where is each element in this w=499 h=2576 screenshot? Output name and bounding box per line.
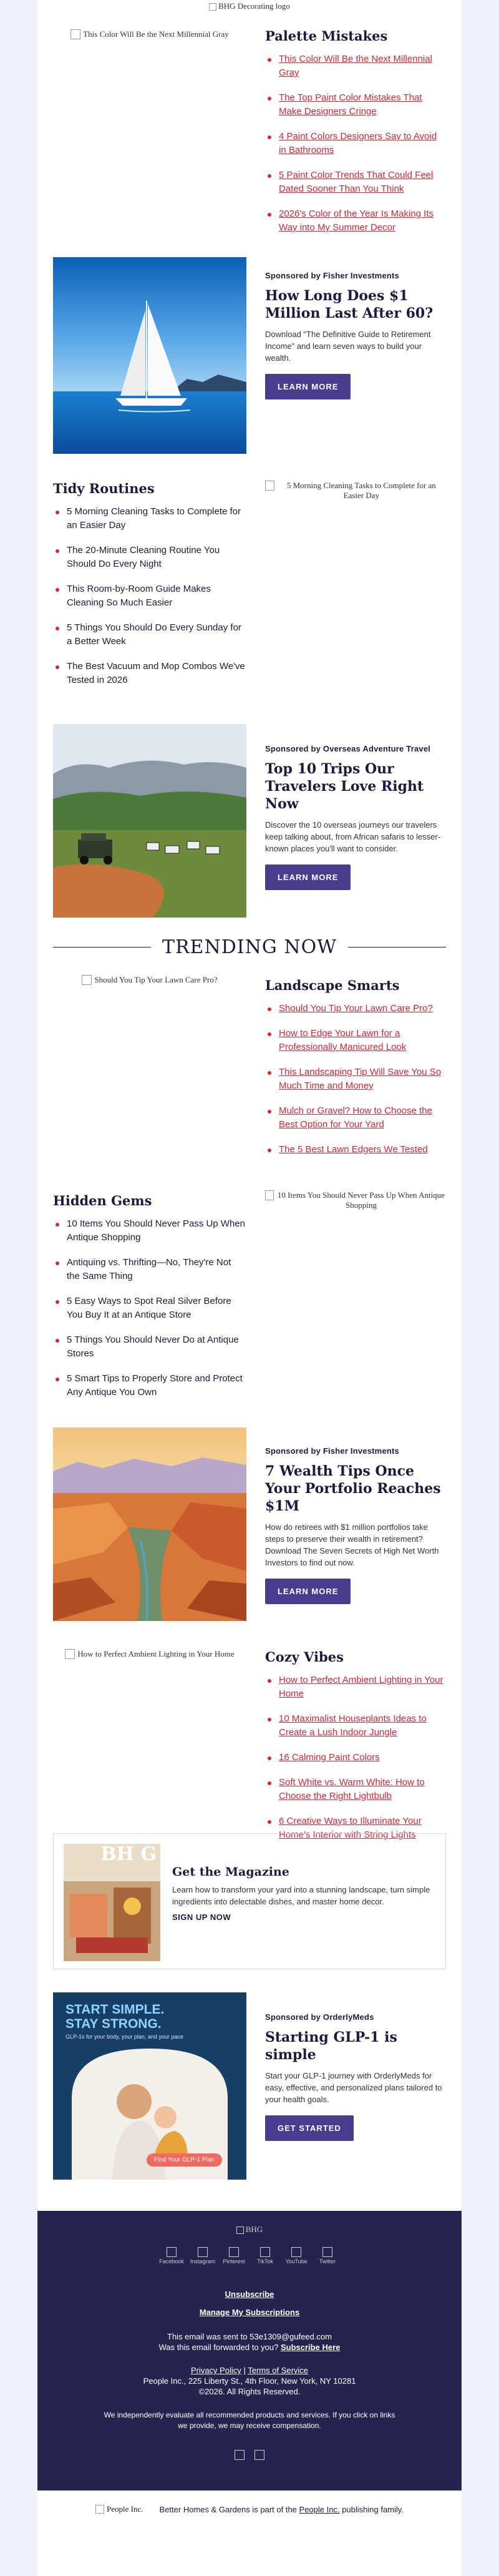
list-item[interactable] (265, 1104, 446, 1132)
bullet (56, 1339, 59, 1343)
learn-more-button[interactable]: LEARN MORE (265, 374, 351, 399)
sailboat-image[interactable] (53, 257, 246, 454)
list-item[interactable] (53, 582, 246, 610)
bullet (56, 1300, 59, 1304)
article-link[interactable]: Should You Tip Your Lawn Care Pro? (279, 1003, 433, 1014)
antique-image[interactable] (265, 1189, 446, 1389)
article-link[interactable]: How to Edge Your Lawn for a Professionally Manicured Look (279, 1028, 407, 1052)
ad-text: Start your GLP-1 journey with OrderlyMeds for easy, effective, and personalized plans tailored to your health goals. (265, 2071, 442, 2104)
learn-more-button[interactable]: LEARN MORE (265, 1579, 351, 1604)
unsubscribe-link[interactable]: Unsubscribe (225, 2290, 274, 2299)
bullet (56, 665, 59, 669)
ad-title[interactable]: Top 10 Trips Our Travelers Love Right Now (265, 761, 424, 812)
instagram-icon[interactable] (190, 2247, 216, 2265)
safari-illustration (53, 724, 246, 918)
bullet (268, 1781, 271, 1785)
bullet (268, 58, 271, 62)
bullet (56, 1261, 59, 1265)
article-link[interactable]: 5 Things You Should Do Every Sunday for a Better Week (67, 622, 241, 647)
section-tidy-routines (53, 479, 446, 692)
safari-image[interactable] (53, 724, 246, 918)
list-item[interactable] (265, 1002, 446, 1016)
bullet (56, 511, 59, 514)
footer-badges (37, 2450, 462, 2460)
list-item[interactable] (265, 91, 446, 119)
list-item[interactable] (265, 1776, 446, 1803)
badge-icon[interactable] (254, 2450, 264, 2460)
magazine-title: Get the Magazine (172, 1865, 289, 1879)
sign-up-button[interactable]: SIGN UP NOW (172, 1912, 231, 1922)
social-label: Instagram (190, 2258, 216, 2265)
cleaning-image-alt: 5 Morning Cleaning Tasks to Complete for an Easier Day (286, 481, 436, 500)
article-link[interactable]: Antiquing vs. Thrifting—No, They're Not the Same Thing (67, 1257, 231, 1281)
social-label: Facebook (159, 2258, 184, 2265)
glp1-image-sub: GLP-1s for your body, your plan, and your pace (65, 2034, 183, 2040)
list-item[interactable] (265, 169, 446, 196)
sponsor-label: Sponsored by Fisher Investments (265, 271, 399, 280)
divider-line (348, 947, 446, 948)
ad-text: Download "The Definitive Guide to Retirement Income" and learn seven ways to build your wealth. (265, 330, 431, 363)
palette-image-alt: This Color Will Be the Next Millennial Gray (83, 29, 229, 39)
ad-fisher-1 (53, 251, 446, 451)
magazine-cover[interactable] (64, 1844, 160, 1961)
section-palette-mistakes (53, 22, 446, 233)
sent-to-text: This email was sent to 53e1309@gufeed.com (167, 2332, 332, 2341)
header-logo-alt: BHG Decorating logo (218, 1, 290, 11)
list-item[interactable] (53, 1256, 246, 1283)
list-item[interactable] (53, 505, 246, 532)
section-cozy-vibes (53, 1648, 446, 1840)
footer (37, 2211, 462, 2490)
article-link[interactable]: 2026's Color of the Year Is Making Its Way into My Summer Decor (279, 208, 434, 233)
glp1-image[interactable] (53, 1992, 246, 2180)
article-link[interactable]: This Room-by-Room Guide Makes Cleaning So Much Easier (67, 584, 211, 608)
lawn-image[interactable] (53, 974, 246, 1167)
separator: | (241, 2366, 248, 2375)
bullet (268, 1148, 271, 1152)
facebook-icon[interactable] (159, 2247, 184, 2265)
publisher-text-end: publishing family. (339, 2504, 404, 2514)
glp1-image-cta[interactable]: Find Your GLP-1 Plan (147, 2153, 222, 2167)
section-title: Tidy Routines (53, 481, 155, 496)
bullet (268, 1071, 271, 1075)
list-item[interactable] (265, 1027, 446, 1054)
article-link[interactable]: 10 Items You Should Never Pass Up When Antique Shopping (67, 1218, 245, 1243)
bullet (268, 1718, 271, 1721)
article-link[interactable]: 10 Maximalist Houseplants Ideas to Create a Lush Indoor Jungle (279, 1713, 427, 1738)
list-item[interactable] (265, 1673, 446, 1701)
bullet (268, 1007, 271, 1011)
article-link[interactable]: The Top Paint Color Mistakes That Make Designers Cringe (279, 92, 422, 117)
article-link[interactable]: How to Perfect Ambient Lighting in Your Home (279, 1675, 443, 1699)
magazine-promo (53, 1833, 446, 1969)
article-link[interactable]: The 20-Minute Cleaning Routine You Should Do Every Night (67, 545, 220, 569)
email-body (37, 0, 462, 2576)
list-item[interactable] (53, 660, 246, 687)
ad-fisher-2 (53, 1428, 446, 1627)
article-link[interactable]: 16 Calming Paint Colors (279, 1752, 380, 1763)
palette-image[interactable] (53, 28, 246, 215)
social-label: Pinterest (223, 2258, 245, 2265)
list-item[interactable] (265, 1065, 446, 1093)
social-label: YouTube (285, 2258, 308, 2265)
learn-more-button[interactable]: LEARN MORE (265, 864, 351, 890)
bullet (56, 549, 59, 553)
article-link[interactable]: This Landscaping Tip Will Save You So Much Time and Money (279, 1067, 442, 1091)
ad-title[interactable]: Starting GLP-1 is simple (265, 2029, 397, 2063)
footer-logo[interactable] (37, 2225, 462, 2235)
disclaimer: We independently evaluate all recommended products and services. If you click on links we provide, we may receive compensation. (104, 2411, 395, 2430)
bullet (56, 1378, 59, 1381)
manage-subscriptions-link[interactable]: Manage My Subscriptions (199, 2308, 300, 2317)
list-item[interactable] (53, 1333, 246, 1361)
terms-link[interactable]: Terms of Service (248, 2366, 309, 2375)
list-item[interactable] (53, 1217, 246, 1245)
bullet (268, 1756, 271, 1760)
ad-orderlymeds (53, 1992, 446, 2186)
bullet (268, 174, 271, 178)
ad-title[interactable]: 7 Wealth Tips Once Your Portfolio Reaches $1M (265, 1463, 441, 1514)
badge-icon[interactable] (235, 2450, 245, 2460)
section-title: Cozy Vibes (265, 1649, 344, 1665)
lighting-image-alt: How to Perfect Ambient Lighting in Your Home (77, 1649, 235, 1658)
section-title: Palette Mistakes (265, 28, 388, 44)
people-logo-alt: People Inc. (107, 2504, 143, 2514)
sailboat-illustration (53, 257, 246, 454)
address: People Inc., 225 Liberty St., 4th Floor, New York, NY 10281 (143, 2376, 356, 2386)
list-item[interactable] (265, 1143, 446, 1157)
tidy-links (53, 505, 246, 687)
article-link[interactable]: 4 Paint Colors Designers Say to Avoid in Bathrooms (279, 131, 437, 155)
sponsor-label: Sponsored by OrderlyMeds (265, 2012, 374, 2022)
ad-text: How do retirees with $1 million portfolios take steps to preserve their wealth in retirement? Download The Seven Secrets of High Net Worth Investors to find out now. (265, 1522, 439, 1567)
cleaning-image[interactable] (265, 479, 446, 685)
publisher-bar (37, 2494, 462, 2525)
magazine-text: Learn how to transform your yard into a stunning landscape, turn simple ingredients into delectable dishes, and master home decor. (172, 1885, 430, 1906)
bullet (56, 627, 59, 630)
get-started-button[interactable]: GET STARTED (265, 2115, 354, 2141)
glp1-image-headline: START SIMPLE. STAY STRONG. (65, 2002, 165, 2031)
section-title: Hidden Gems (53, 1193, 152, 1208)
canyon-illustration (53, 1428, 246, 1621)
landscape-links (265, 1002, 446, 1157)
magazine-masthead: BH G (100, 1844, 157, 1865)
article-link[interactable]: Mulch or Gravel? How to Choose the Best Option for Your Yard (279, 1105, 432, 1130)
publisher-text: Better Homes & Gardens is part of the (159, 2504, 299, 2514)
sponsor-label: Sponsored by Overseas Adventure Travel (265, 744, 431, 753)
social-links (37, 2247, 462, 2265)
list-item[interactable] (265, 1712, 446, 1740)
list-item[interactable] (53, 621, 246, 649)
ad-text: Discover the 10 overseas journeys our travelers keep talking about, from African safaris to lesser-known places you'll want to consider. (265, 820, 441, 853)
glp1-illustration (53, 1992, 246, 2180)
trending-label: TRENDING NOW (162, 936, 337, 958)
divider-line (53, 947, 151, 948)
section-hidden-gems (53, 1189, 446, 1401)
article-link[interactable]: The Best Vacuum and Mop Combos We've Tested in 2026 (67, 661, 245, 685)
bullet (268, 213, 271, 217)
list-item[interactable] (265, 1751, 446, 1765)
article-link[interactable]: The 5 Best Lawn Edgers We Tested (279, 1144, 428, 1155)
antique-links (53, 1217, 246, 1399)
article-link[interactable]: 5 Morning Cleaning Tasks to Complete for an Easier Day (67, 506, 241, 531)
header-logo[interactable] (37, 0, 462, 12)
sponsor-label: Sponsored by Fisher Investments (265, 1446, 399, 1456)
privacy-policy-link[interactable]: Privacy Policy (190, 2366, 241, 2375)
lawn-image-alt: Should You Tip Your Lawn Care Pro? (94, 975, 218, 984)
bullet (268, 1110, 271, 1114)
section-landscape-smarts (53, 974, 446, 1180)
tiktok-icon[interactable] (256, 2247, 274, 2265)
article-link[interactable]: 5 Easy Ways to Spot Real Silver Before You Buy It at an Antique Store (67, 1296, 231, 1320)
list-item[interactable] (265, 52, 446, 80)
article-link[interactable]: 5 Paint Color Trends That Could Feel Dated Sooner Than You Think (279, 170, 434, 194)
people-logo-icon[interactable] (95, 2505, 104, 2514)
ad-overseas-travel (53, 724, 446, 921)
bullet (268, 135, 271, 139)
people-inc-link[interactable]: People Inc. (299, 2504, 340, 2514)
ad-title[interactable]: How Long Does $1 Million Last After 60? (265, 288, 434, 321)
list-item[interactable] (53, 1372, 246, 1399)
article-link[interactable]: 5 Things You Should Never Do at Antique Stores (67, 1335, 239, 1359)
palette-links (265, 52, 446, 235)
youtube-icon[interactable] (285, 2247, 308, 2265)
social-label: Twitter (319, 2258, 336, 2265)
canyon-image[interactable] (53, 1428, 246, 1621)
pinterest-icon[interactable] (225, 2247, 243, 2265)
bullet (268, 97, 271, 100)
bullet (268, 1032, 271, 1036)
article-link[interactable]: 6 Creative Ways to Illuminate Your Home's Interior with String Lights (279, 1816, 422, 1840)
list-item[interactable] (53, 1295, 246, 1322)
cozy-links (265, 1673, 446, 1842)
article-link[interactable]: Soft White vs. Warm White: How to Choose the Right Lightbulb (279, 1777, 425, 1801)
bullet (56, 1223, 59, 1227)
antique-image-alt: 10 Items You Should Never Pass Up When Antique Shopping (277, 1190, 445, 1210)
twitter-icon[interactable] (319, 2247, 336, 2265)
bullet (268, 1820, 271, 1824)
bullet (268, 1679, 271, 1683)
subscribe-here-link[interactable]: Subscribe Here (280, 2343, 341, 2352)
list-item[interactable] (53, 544, 246, 571)
list-item[interactable] (265, 207, 446, 235)
footer-logo-alt: BHG (245, 2225, 263, 2234)
copyright: ©2026. All Rights Reserved. (198, 2387, 301, 2396)
article-link[interactable]: 5 Smart Tips to Properly Store and Protect Any Antique You Own (67, 1373, 243, 1398)
social-label: TikTok (257, 2258, 273, 2265)
bullet (56, 588, 59, 592)
lighting-image[interactable] (53, 1648, 246, 1816)
section-title: Landscape Smarts (265, 977, 400, 993)
list-item[interactable] (265, 130, 446, 157)
forwarded-text: Was this email forwarded to you? (158, 2343, 279, 2352)
article-link[interactable]: This Color Will Be the Next Millennial Gray (279, 54, 432, 78)
trending-now-divider (53, 934, 446, 959)
